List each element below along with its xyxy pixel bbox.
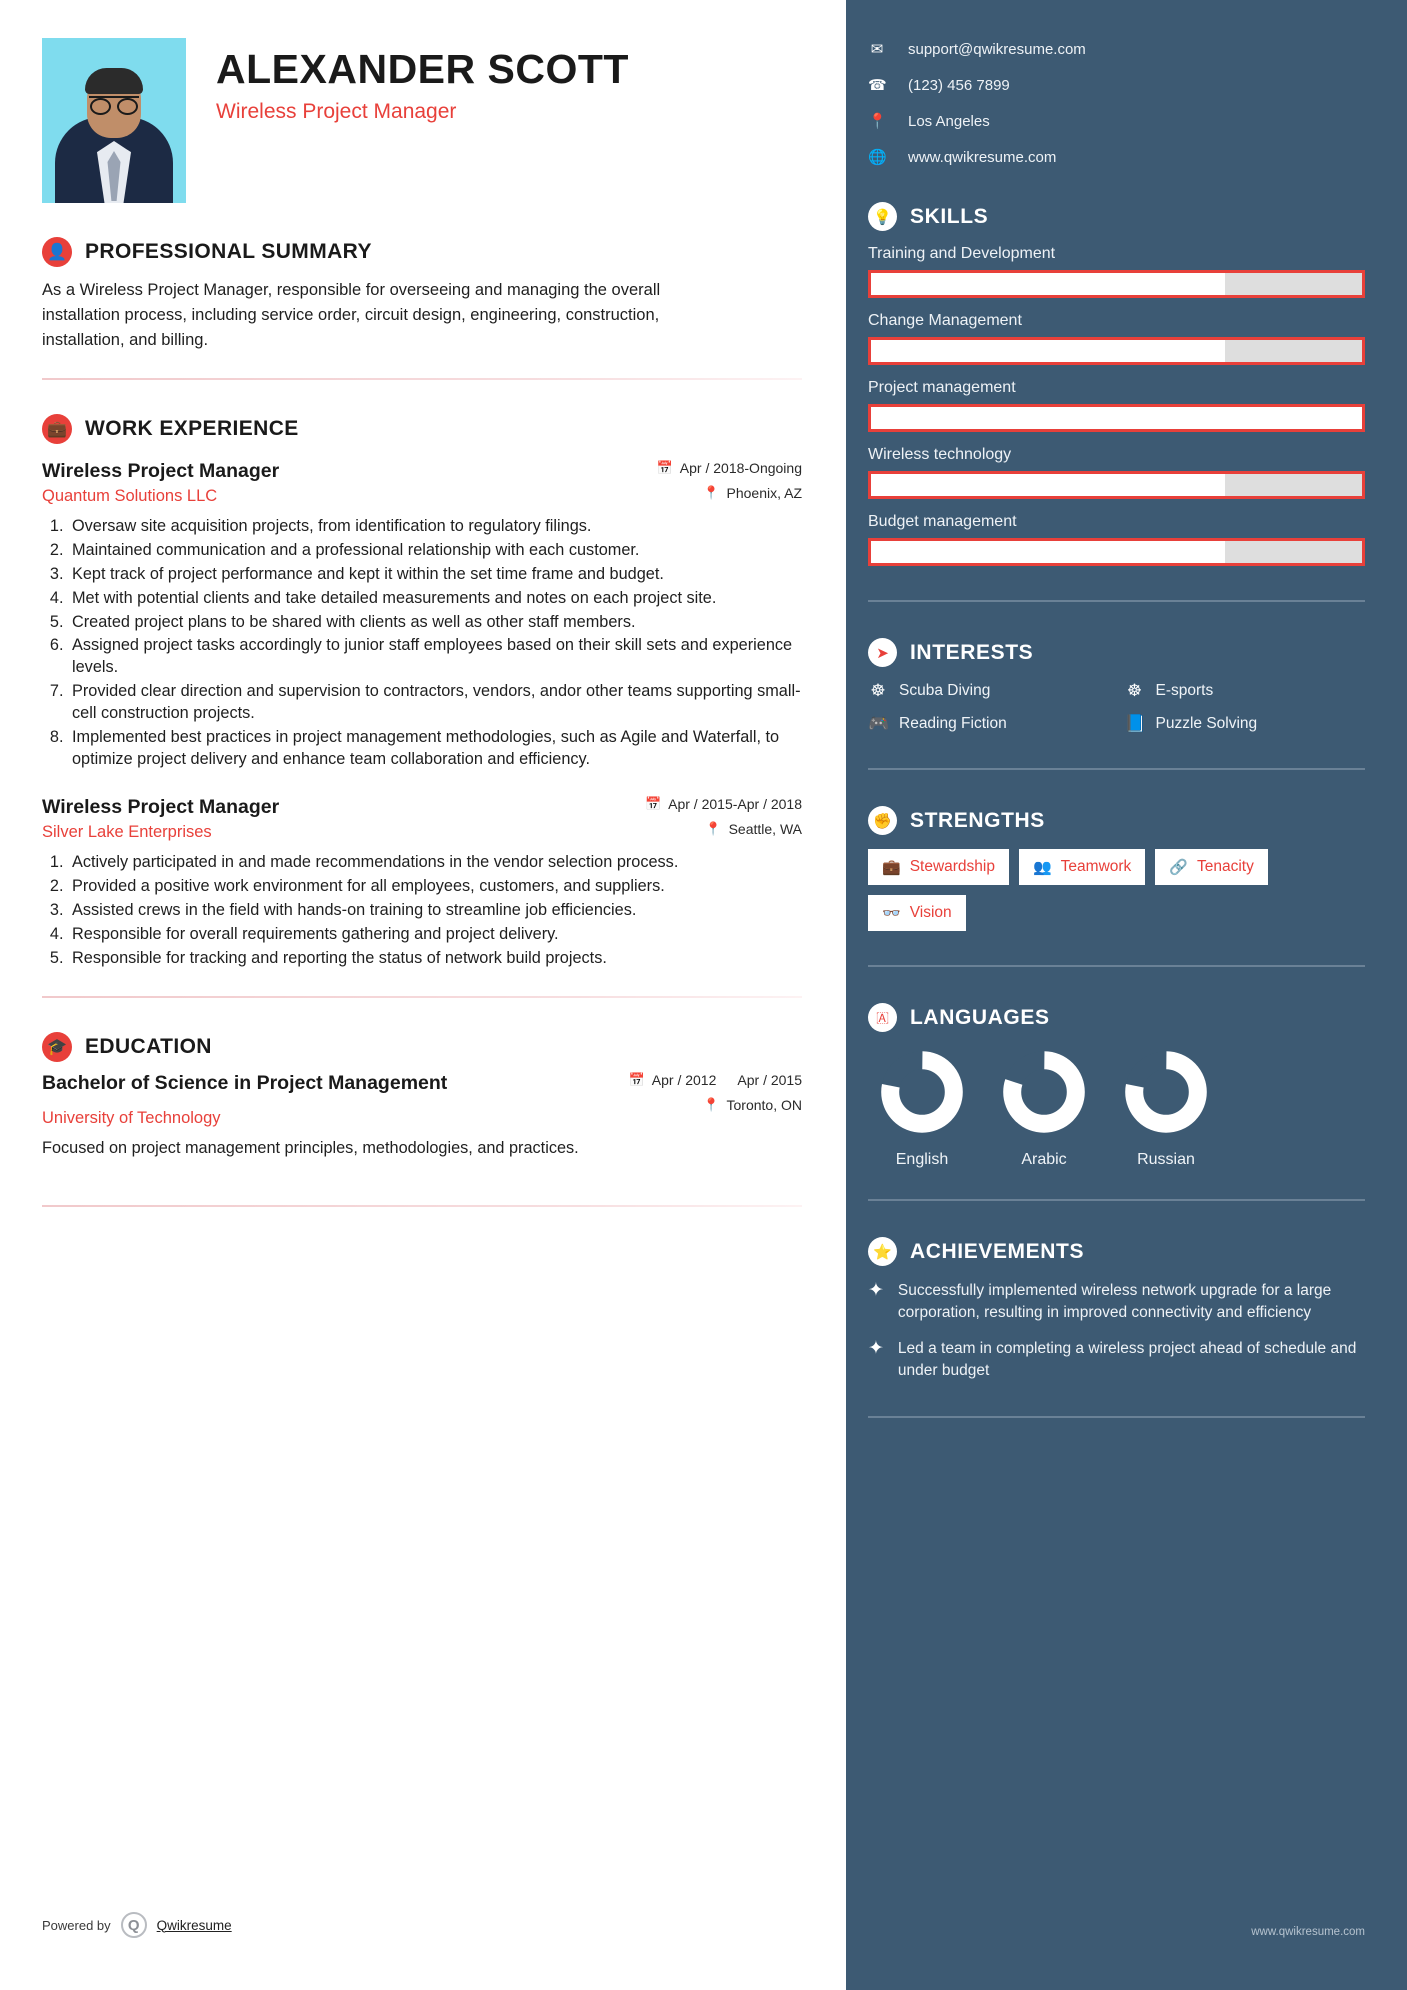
- divider: [42, 996, 802, 998]
- job-bullet: 1. Oversaw site acquisition projects, from identification to regulatory filings.: [68, 516, 802, 538]
- job-location: Seattle, WA: [728, 821, 802, 838]
- strength-item: [1155, 849, 1268, 885]
- globe-icon: 🌐: [868, 149, 887, 166]
- skill-bar: [868, 337, 1365, 365]
- skill-item: [868, 513, 1365, 566]
- job-title-block: [42, 460, 279, 506]
- skill-bar-fill: [871, 273, 1225, 295]
- photo-glasses: [89, 96, 139, 109]
- interest-label: Scuba Diving: [899, 682, 991, 699]
- star-icon: ✦: [868, 1338, 884, 1359]
- map-pin-icon: 📍: [703, 1096, 720, 1112]
- section-header-achievements: [868, 1237, 1365, 1266]
- divider: [42, 378, 802, 380]
- section-header-interests: [868, 638, 1365, 667]
- calendar-icon: 📅: [644, 796, 662, 812]
- job-bullet: 3. Assisted crews in the field with hands-on training to streamline job efficiencies.: [68, 900, 802, 922]
- gamepad-icon: 🎮: [868, 714, 890, 733]
- skill-item: [868, 245, 1365, 298]
- map-pin-icon: 📍: [703, 485, 720, 501]
- skill-bar-fill: [871, 474, 1225, 496]
- link-icon: 🔗: [1169, 859, 1188, 876]
- language-label: English: [895, 1151, 949, 1168]
- section-title-languages: LANGUAGES: [910, 1005, 1050, 1029]
- language-label: Arabic: [1021, 1151, 1067, 1168]
- job-bullet: 2. Provided a positive work environment for all employees, customers, and suppliers.: [68, 876, 802, 898]
- strength-label: Stewardship: [909, 858, 995, 875]
- contact-email-value: support@qwikresume.com: [908, 40, 1086, 58]
- job-title: Wireless Project Manager: [42, 796, 280, 819]
- skill-bar: [868, 471, 1365, 499]
- contact-website-value: www.qwikresume.com: [908, 148, 1057, 166]
- section-title-strengths: STRENGTHS: [910, 808, 1045, 832]
- education-location: Toronto, ON: [726, 1096, 802, 1113]
- strength-item: [868, 895, 966, 931]
- skill-label: Project management: [868, 379, 1016, 396]
- language-donut-chart: [1002, 1050, 1086, 1134]
- skill-bar: [868, 404, 1365, 432]
- job-location-line: [645, 821, 802, 837]
- phone-icon: ☎: [868, 77, 887, 94]
- sidebar-divider: [868, 1199, 1365, 1201]
- achievement-text: Successfully implemented wireless network upgrade for a large corporation, resulting in improved connectivity and efficiency: [897, 1282, 1332, 1321]
- skill-label: Training and Development: [868, 245, 1056, 262]
- interest-label: Puzzle Solving: [1155, 715, 1258, 732]
- calendar-icon: 📅: [656, 460, 673, 476]
- section-header-education: [42, 1032, 802, 1062]
- interest-label: Reading Fiction: [899, 715, 1007, 732]
- people-icon: 👥: [1032, 859, 1052, 876]
- sidebar-footer-site: www.qwikresume.com: [1251, 1926, 1365, 1938]
- binoculars-icon: 👓: [882, 905, 901, 922]
- language-item: [1002, 1050, 1086, 1169]
- summary-text: As a Wireless Project Manager, responsible for overseeing and managing the overall installation process, including service order, circuit design, engineering, construction, installation, and billing.: [42, 281, 661, 349]
- envelope-icon: ✉: [870, 41, 884, 58]
- translate-icon: 🇦: [868, 1003, 897, 1032]
- language-donut-chart: [880, 1050, 964, 1134]
- contact-phone[interactable]: [868, 76, 1365, 94]
- job-location: Phoenix, AZ: [726, 485, 802, 502]
- job-bullet: 2. Maintained communication and a professional relationship with each customer.: [68, 540, 802, 562]
- job-dates: Apr / 2018-Ongoing: [679, 460, 802, 477]
- skill-bar-fill: [871, 541, 1225, 563]
- star-badge-icon: ⭐: [868, 1237, 897, 1266]
- candidate-name: ALEXANDER SCOTT: [216, 46, 629, 92]
- achievement-item: [868, 1338, 1365, 1382]
- job-bullet: 5. Created project plans to be shared with clients as well as other staff members.: [68, 612, 802, 634]
- interest-item: [1125, 714, 1366, 734]
- profile-photo: [42, 38, 186, 203]
- briefcase-icon: 💼: [42, 414, 72, 444]
- section-title-interests: INTERESTS: [910, 640, 1034, 664]
- strength-item: [868, 849, 1009, 885]
- section-header-work: [42, 414, 802, 444]
- sidebar-column: [846, 0, 1407, 1990]
- job-bullet: 4. Responsible for overall requirements gathering and project delivery.: [68, 924, 802, 946]
- section-title-education: EDUCATION: [85, 1034, 212, 1058]
- languages-list: [868, 1050, 1365, 1169]
- language-item: [880, 1050, 964, 1169]
- job-bullet: 7. Provided clear direction and supervision to contractors, vendors, andor other teams supporting small-cell construction projects.: [68, 681, 802, 725]
- job-dates-line: [645, 796, 802, 812]
- interests-grid: [868, 681, 1365, 734]
- interest-item: [868, 681, 1109, 701]
- achievement-item: [868, 1280, 1365, 1324]
- section-title-achievements: ACHIEVEMENTS: [910, 1239, 1085, 1263]
- lifebuoy-icon: ☸: [870, 681, 886, 700]
- language-donut-chart: [1124, 1050, 1208, 1134]
- strength-label: Vision: [909, 904, 952, 921]
- section-header-skills: [868, 202, 1365, 231]
- skill-item: [868, 379, 1365, 432]
- star-icon: ✦: [868, 1280, 884, 1301]
- strengths-list: [868, 849, 1365, 931]
- job-bullet: 4. Met with potential clients and take detailed measurements and notes on each project site.: [68, 588, 802, 610]
- contact-list: [868, 40, 1365, 166]
- qwikresume-logo-icon: Q: [121, 1912, 147, 1938]
- interest-item: [1125, 681, 1366, 701]
- name-block: [216, 38, 629, 124]
- job-entry: [42, 796, 802, 969]
- job-bullets: [68, 852, 802, 969]
- powered-by-label: Powered by: [42, 1917, 111, 1933]
- footer: [42, 1912, 232, 1938]
- job-bullet: 5. Responsible for tracking and reporting the status of network build projects.: [68, 948, 802, 970]
- education-start-date: Apr / 2012: [651, 1071, 717, 1088]
- section-header-strengths: [868, 806, 1365, 835]
- contact-website[interactable]: [868, 148, 1365, 166]
- fist-icon: ✊: [868, 806, 897, 835]
- lightbulb-icon: 💡: [868, 202, 897, 231]
- section-header-summary: [42, 237, 802, 267]
- education-school: University of Technology: [42, 1108, 221, 1127]
- job-meta: [657, 460, 802, 501]
- job-bullet: 1. Actively participated in and made recommendations in the vendor selection process.: [68, 852, 802, 874]
- calendar-icon: 📅: [628, 1071, 645, 1087]
- job-company: Quantum Solutions LLC: [42, 487, 218, 506]
- photo-hair: [85, 68, 143, 94]
- education-dates-line: [629, 1072, 802, 1088]
- education-meta: [629, 1072, 802, 1113]
- job-bullet: 8. Implemented best practices in project management methodologies, such as Agile and Waterfall, to optimize project delivery and enhance team collaboration and efficiency.: [68, 727, 802, 771]
- skill-label: Wireless technology: [868, 446, 1012, 463]
- interest-label: E-sports: [1155, 682, 1214, 699]
- contact-location[interactable]: [868, 112, 1365, 130]
- sidebar-divider: [868, 1416, 1365, 1418]
- job-company: Silver Lake Enterprises: [42, 823, 212, 842]
- contact-email[interactable]: [868, 40, 1365, 58]
- education-header: [42, 1072, 802, 1128]
- job-header: [42, 460, 802, 506]
- sidebar-divider: [868, 965, 1365, 967]
- paper-plane-icon: ➤: [868, 638, 897, 667]
- section-title-work: WORK EXPERIENCE: [85, 417, 299, 441]
- contact-location-value: Los Angeles: [908, 112, 990, 130]
- language-item: [1124, 1050, 1208, 1169]
- sidebar-divider: [868, 600, 1365, 602]
- skill-bar-fill: [871, 407, 1362, 429]
- graduation-icon: 🎓: [42, 1032, 72, 1062]
- contact-phone-value: (123) 456 7899: [908, 76, 1010, 94]
- sidebar-divider: [868, 768, 1365, 770]
- education-location-line: [629, 1097, 802, 1113]
- job-entry: [42, 460, 802, 770]
- job-header: [42, 796, 802, 842]
- education-degree: Bachelor of Science in Project Management: [42, 1071, 448, 1094]
- achievement-text: Led a team in completing a wireless project ahead of schedule and under budget: [897, 1340, 1357, 1379]
- education-end-date: Apr / 2015: [737, 1071, 802, 1088]
- section-header-languages: [868, 1003, 1365, 1032]
- lifebuoy-icon: ☸: [1126, 681, 1143, 700]
- resume-header: [42, 38, 802, 203]
- map-pin-icon: 📍: [705, 821, 722, 837]
- skill-bar-fill: [871, 340, 1225, 362]
- job-meta: [645, 796, 802, 837]
- job-bullet: 3. Kept track of project performance and kept it within the set time frame and budget.: [68, 564, 802, 586]
- job-dates-line: [657, 460, 802, 476]
- job-dates: Apr / 2015-Apr / 2018: [668, 796, 802, 813]
- toolbox-icon: 💼: [882, 859, 901, 876]
- education-entry: [42, 1072, 802, 1160]
- skill-item: [868, 312, 1365, 365]
- skill-item: [868, 446, 1365, 499]
- job-bullet: 6. Assigned project tasks accordingly to junior staff employees based on their skill sets and experience levels.: [68, 635, 802, 679]
- education-description: Focused on project management principles, methodologies, and practices.: [42, 1138, 579, 1157]
- job-title-block: [42, 796, 279, 842]
- section-title-summary: PROFESSIONAL SUMMARY: [85, 240, 372, 263]
- interest-item: [868, 714, 1109, 734]
- skill-label: Budget management: [868, 513, 1017, 530]
- skill-bar: [868, 538, 1365, 566]
- qwikresume-link[interactable]: Qwikresume: [156, 1917, 232, 1933]
- map-pin-icon: 📍: [868, 113, 887, 130]
- strength-label: Tenacity: [1197, 858, 1254, 875]
- job-title: Wireless Project Manager: [42, 460, 280, 483]
- job-bullets: [68, 516, 802, 770]
- book-icon: 📘: [1124, 714, 1146, 733]
- job-location-line: [657, 485, 802, 501]
- strength-label: Teamwork: [1060, 858, 1132, 875]
- skill-bar: [868, 270, 1365, 298]
- user-icon: 👤: [42, 237, 72, 267]
- candidate-role: Wireless Project Manager: [216, 99, 457, 123]
- divider: [42, 1205, 802, 1207]
- language-label: Russian: [1137, 1151, 1195, 1168]
- strength-item: [1019, 849, 1145, 885]
- section-title-skills: SKILLS: [910, 204, 989, 228]
- skill-label: Change Management: [868, 312, 1022, 329]
- education-title-block: [42, 1072, 447, 1128]
